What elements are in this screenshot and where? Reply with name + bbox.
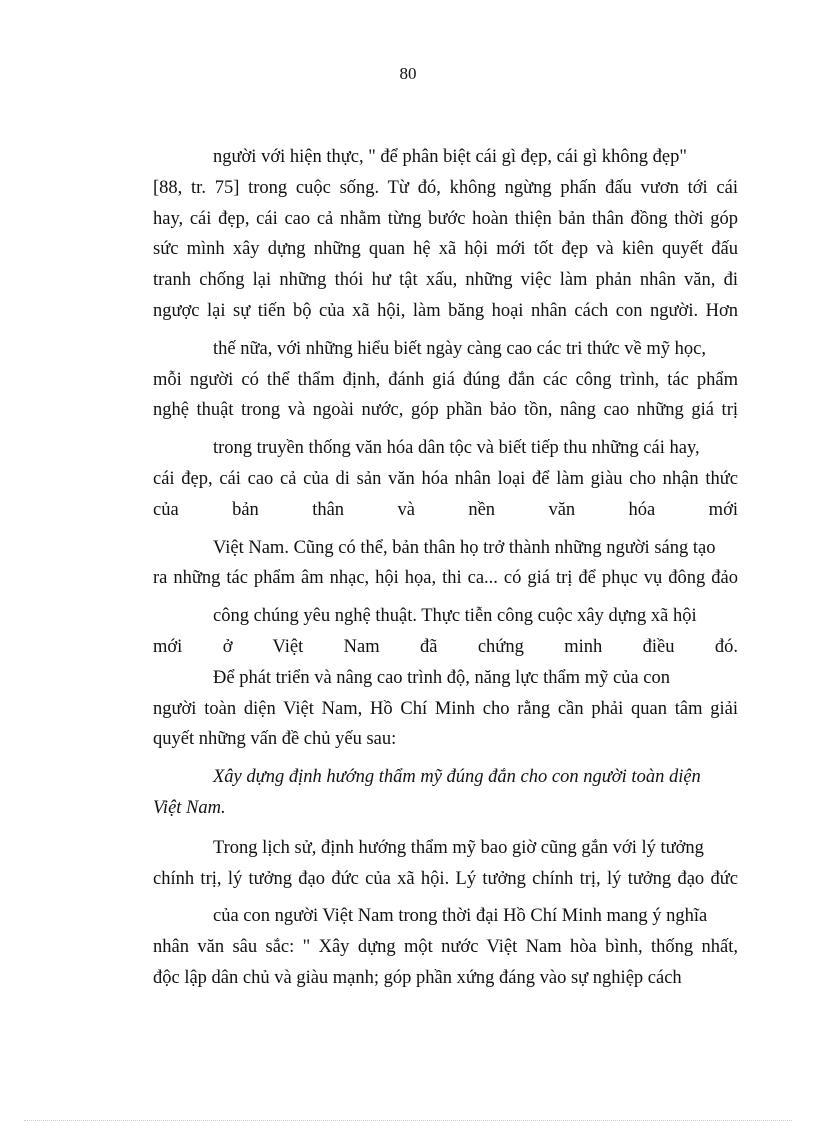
text-line: người toàn diện Việt Nam, Hồ Chí Minh cho rằng cần phải quan tâm giải [153,698,738,719]
text-line: mỗi người có thể thẩm định, đánh giá đúng đắn các công trình, tác phẩm [153,369,738,390]
text-line: mới ở Việt Nam đã chứng minh điều đó. [153,636,738,657]
text-line: Việt Nam. Cũng có thể, bản thân họ trở thành những người sáng tạo [213,537,716,558]
text-line: quyết những vấn đề chủ yếu sau: [153,729,397,750]
text-line: Trong lịch sử, định hướng thẩm mỹ bao giờ cũng gắn với lý tưởng [213,837,704,858]
body-text [153,142,738,994]
text-line: độc lập dân chủ và giàu mạnh; góp phần xứng đáng vào sự nghiệp cách [153,967,682,988]
text-line: [88, tr. 75] trong cuộc sống. Từ đó, không ngừng phấn đấu vươn tới cái [153,177,738,198]
text-line: người với hiện thực, " để phân biệt cái gì đẹp, cái gì không đẹp" [213,147,687,167]
text-line: chính trị, lý tưởng đạo đức của xã hội. Lý tưởng chính trị, lý tưởng đạo đức [153,868,738,889]
italic-heading-line: Xây dựng định hướng thẩm mỹ đúng đắn cho con người toàn diện [213,767,701,788]
page-number: 80 [399,64,417,83]
text-line: công chúng yêu nghệ thuật. Thực tiễn công cuộc xây dựng xã hội [213,606,697,627]
text-line: ra những tác phẩm âm nhạc, hội họa, thi ca... có giá trị để phục vụ đông đảo [153,568,738,589]
text-line: trong truyền thống văn hóa dân tộc và biết tiếp thu những cái hay, [213,438,700,459]
page-bottom-rule [24,1120,792,1121]
text-line: của con người Việt Nam trong thời đại Hồ Chí Minh mang ý nghĩa [213,906,708,927]
text-line: sức mình xây dựng những quan hệ xã hội mới tốt đẹp và kiên quyết đấu [153,239,738,260]
text-line: nghệ thuật trong và ngoài nước, góp phần bảo tồn, nâng cao những giá trị [153,400,738,421]
text-line: hay, cái đẹp, cái cao cả nhằm từng bước hoàn thiện bản thân đồng thời góp [153,208,738,229]
text-line: tranh chống lại những thói hư tật xấu, những việc làm phản nhân văn, đi [153,270,738,291]
text-line: cái đẹp, cái cao cả của di sản văn hóa nhân loại để làm giàu cho nhận thức [153,468,738,489]
text-line: thế nữa, với những hiểu biết ngày càng cao các tri thức về mỹ học, [213,338,706,359]
italic-heading-line: Việt Nam. [153,797,226,818]
text-line: nhân văn sâu sắc: " Xây dựng một nước Việt Nam hòa bình, thống nhất, [153,937,738,958]
text-line: ngược lại sự tiến bộ của xã hội, làm băng hoại nhân cách con người. Hơn [153,300,738,321]
text-line: của bản thân và nền văn hóa mới [153,499,738,520]
text-line: Để phát triển và nâng cao trình độ, năng lực thẩm mỹ của con [213,667,670,688]
